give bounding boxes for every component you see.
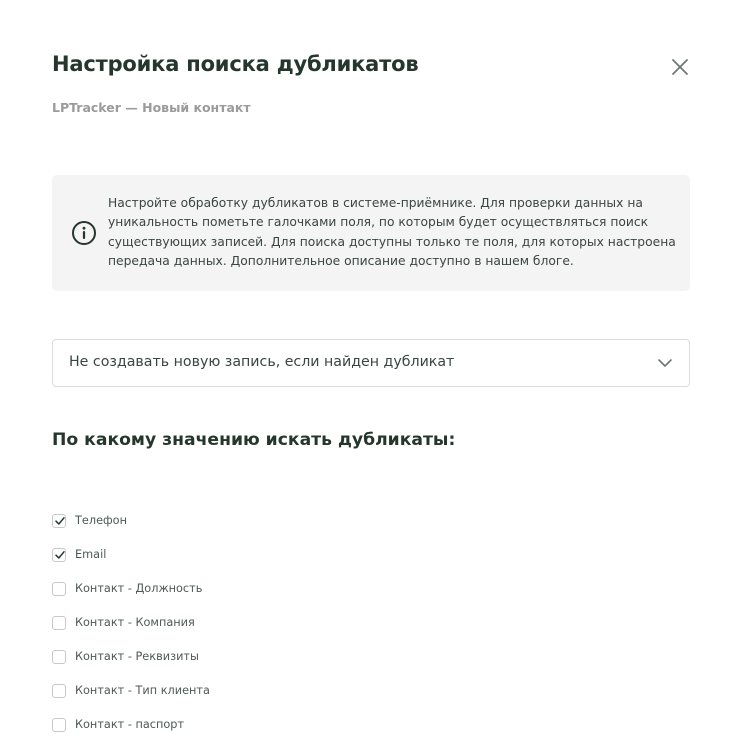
field-option[interactable] <box>52 682 210 716</box>
duplicate-action-value: Не создавать новую запись, если найден дубликат <box>69 354 455 370</box>
field-label: Контакт - Должность <box>75 582 203 595</box>
duplicate-action-select[interactable] <box>52 339 690 387</box>
field-option[interactable] <box>52 716 210 750</box>
checkmark-icon <box>54 515 66 527</box>
field-option[interactable] <box>52 580 210 614</box>
field-checkbox[interactable] <box>52 616 66 630</box>
chevron-down-icon <box>657 355 673 371</box>
dialog-subtitle: LPTracker — Новый контакт <box>52 100 251 115</box>
field-label: Контакт - Компания <box>75 616 195 629</box>
field-checkbox[interactable] <box>52 514 66 528</box>
field-option[interactable] <box>52 512 210 546</box>
info-box <box>52 175 690 291</box>
field-checkbox[interactable] <box>52 718 66 732</box>
info-text: Настройте обработку дубликатов в системе-приёмнике. Для проверки данных на уникальность пометьте галочками поля, по которым будет осуществляться поиск существующих записей. Для поиска доступны только те поля, для которых настроена передача данных. Дополнительное описание доступно в нашем блоге. <box>108 196 676 268</box>
field-checkbox[interactable] <box>52 650 66 664</box>
fields-section-heading: По какому значению искать дубликаты: <box>52 430 456 450</box>
close-icon[interactable] <box>668 55 692 79</box>
field-option[interactable] <box>52 546 210 580</box>
checkmark-icon <box>54 549 66 561</box>
field-label: Телефон <box>75 514 127 527</box>
field-checkbox[interactable] <box>52 684 66 698</box>
field-label: Email <box>75 548 107 561</box>
duplicate-fields-list <box>52 512 210 750</box>
field-checkbox[interactable] <box>52 548 66 562</box>
field-option[interactable] <box>52 614 210 648</box>
field-label: Контакт - Тип клиента <box>75 684 210 697</box>
info-icon <box>71 220 97 246</box>
field-checkbox[interactable] <box>52 582 66 596</box>
field-label: Контакт - Реквизиты <box>75 650 199 663</box>
dialog-title: Настройка поиска дубликатов <box>52 52 419 76</box>
field-option[interactable] <box>52 648 210 682</box>
field-label: Контакт - паспорт <box>75 718 185 731</box>
